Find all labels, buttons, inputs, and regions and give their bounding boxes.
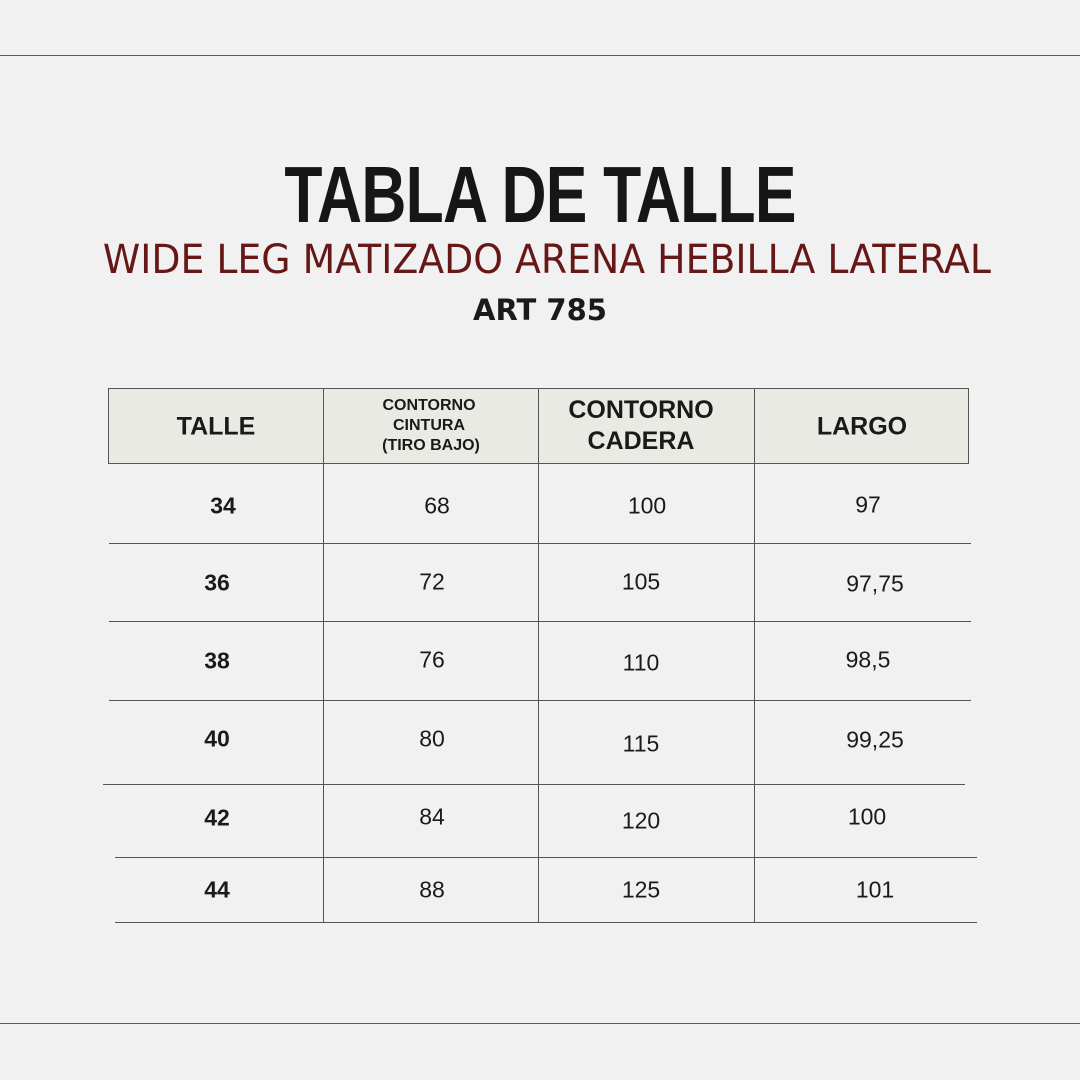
table-cell-size: 36	[204, 569, 230, 596]
header-line: CONTORNO	[568, 396, 714, 424]
header-line: CADERA	[587, 427, 695, 455]
table-cell-hip: 115	[622, 730, 660, 757]
page-title: TABLA DE TALLE	[284, 150, 796, 239]
row-divider	[109, 700, 971, 701]
table-border-left	[108, 388, 109, 464]
table-cell-hip: 125	[621, 876, 661, 903]
table-cell-length: 97	[855, 491, 881, 518]
table-cell-size: 34	[210, 492, 236, 519]
row-divider	[109, 621, 971, 622]
header-contorno-cadera	[568, 395, 713, 457]
table-cell-waist: 88	[419, 876, 445, 903]
table-cell-size: 38	[204, 647, 230, 674]
column-divider	[538, 388, 539, 922]
table-cell-size: 42	[204, 804, 230, 831]
table-cell-waist: 68	[424, 492, 450, 519]
row-divider	[103, 784, 965, 785]
product-name: WIDE LEG MATIZADO ARENA HEBILLA LATERAL	[102, 237, 991, 283]
table-cell-hip: 110	[622, 649, 660, 676]
table-cell-waist: 84	[419, 803, 445, 830]
article-number: ART 785	[473, 293, 607, 327]
table-cell-waist: 76	[419, 646, 445, 673]
row-divider	[115, 857, 977, 858]
table-cell-waist: 80	[419, 725, 445, 752]
header-largo: LARGO	[816, 412, 908, 441]
table-cell-length: 99,25	[846, 726, 904, 753]
table-cell-length: 98,5	[845, 646, 891, 673]
table-cell-waist: 72	[419, 568, 445, 595]
table-cell-length: 101	[855, 876, 895, 903]
table-cell-size: 44	[204, 876, 230, 903]
header-line: (TIRO BAJO)	[382, 437, 480, 454]
table-border-bottom	[115, 922, 977, 923]
table-cell-length: 97,75	[846, 570, 904, 597]
table-cell-size: 40	[204, 725, 230, 752]
column-divider	[323, 388, 324, 922]
bottom-divider	[0, 1023, 1080, 1024]
row-divider	[109, 543, 971, 544]
column-divider	[754, 388, 755, 922]
table-cell-hip: 100	[627, 492, 667, 519]
header-talle: TALLE	[176, 412, 256, 441]
table-cell-hip: 105	[621, 568, 661, 595]
header-contorno-cintura	[378, 396, 480, 456]
table-cell-hip: 120	[621, 807, 661, 834]
header-line: CONTORNO	[382, 397, 476, 414]
header-line: CINTURA	[393, 417, 465, 434]
table-cell-length: 100	[847, 803, 887, 830]
